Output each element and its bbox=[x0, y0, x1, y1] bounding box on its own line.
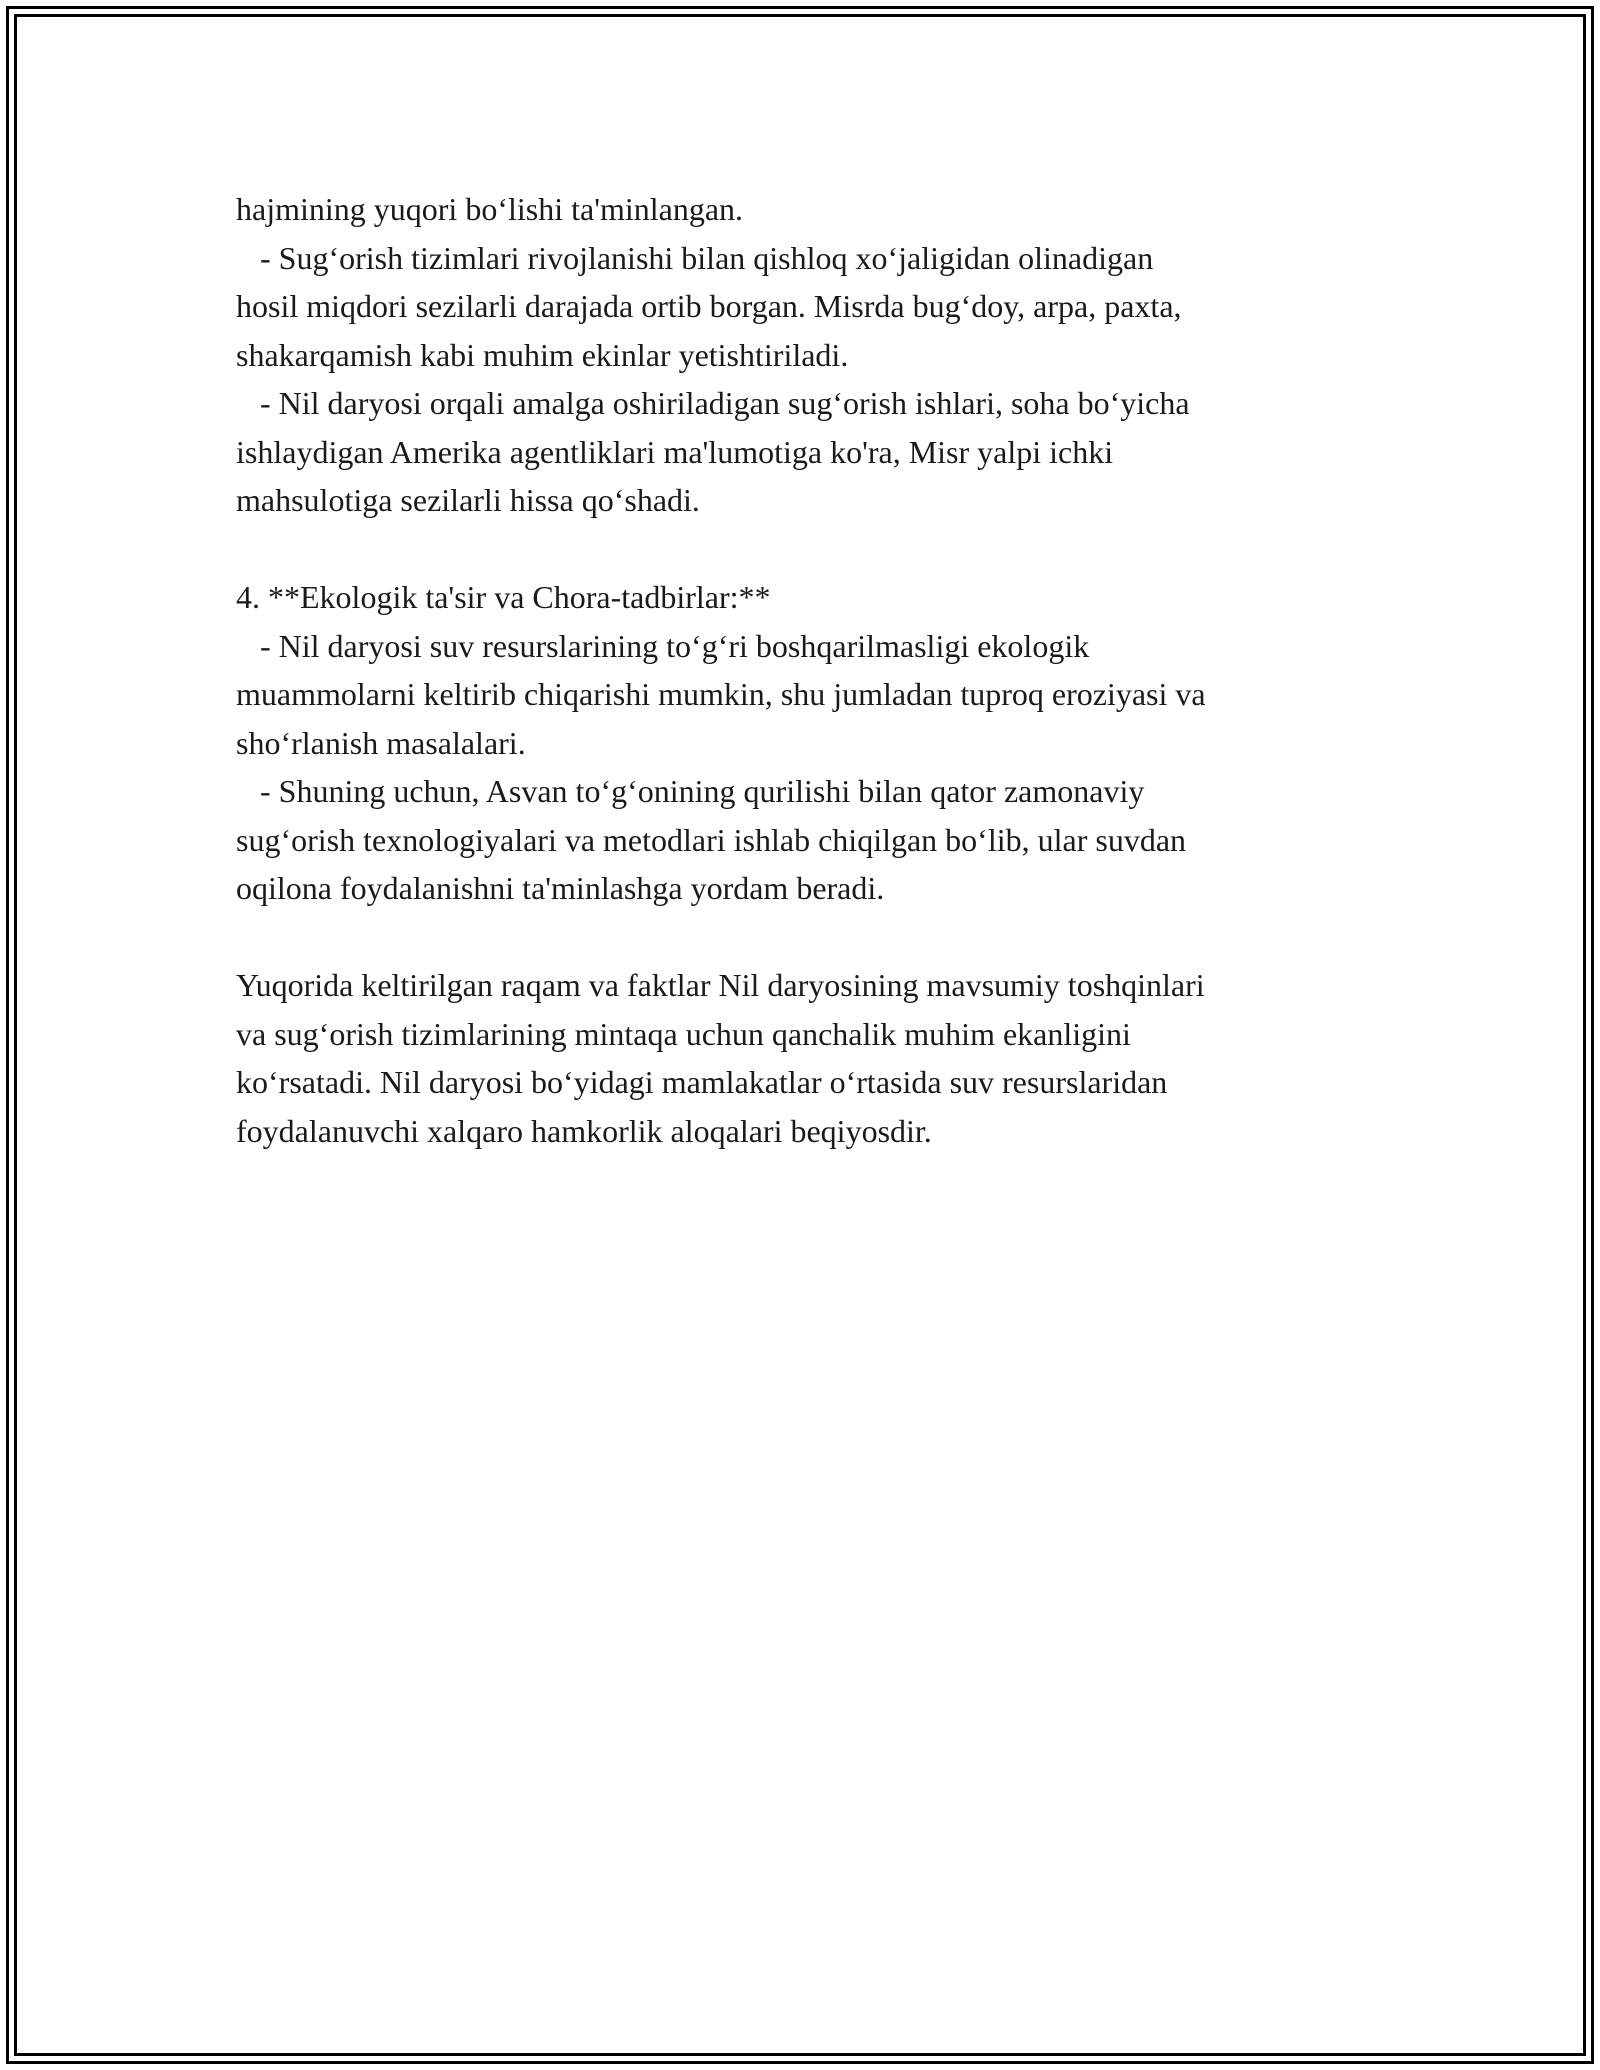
paragraph-gap bbox=[236, 525, 1436, 574]
text-line: - Nil daryosi orqali amalga oshiriladigan sug‘orish ishlari, soha bo‘yicha bbox=[236, 385, 1190, 421]
text-line: foydalanuvchi xalqaro hamkorlik aloqalari beqiyosdir. bbox=[236, 1112, 932, 1149]
text-line: - Nil daryosi suv resurslarining to‘g‘ri boshqarilmasligi ekologik bbox=[236, 627, 1090, 664]
section-heading: 4. **Ekologik ta'sir va Chora-tadbirlar:** bbox=[236, 579, 771, 615]
text-line: sug‘orish texnologiyalari va metodlari ishlab chiqilgan bo‘lib, ular suvdan bbox=[236, 821, 1187, 858]
text-line: shakarqamish kabi muhim ekinlar yetishtiriladi. bbox=[236, 336, 849, 373]
document-body bbox=[236, 185, 1436, 1155]
text-line: ko‘rsatadi. Nil daryosi bo‘yidagi mamlakatlar o‘rtasida suv resurslaridan bbox=[236, 1064, 1168, 1100]
text-line: hosil miqdori sezilarli darajada ortib borgan. Misrda bug‘doy, arpa, paxta, bbox=[236, 288, 1182, 324]
text-line: oqilona foydalanishni ta'minlashga yordam beradi. bbox=[236, 870, 885, 906]
text-line: - Sug‘orish tizimlari rivojlanishi bilan qishloq xo‘jaligidan olinadigan bbox=[236, 239, 1154, 276]
paragraph-gap bbox=[236, 913, 1436, 962]
text-line: va sug‘orish tizimlarining mintaqa uchun qanchalik muhim ekanligini bbox=[236, 1015, 1131, 1052]
text-line: Yuqorida keltirilgan raqam va faktlar Nil daryosining mavsumiy toshqinlari bbox=[236, 967, 1205, 1003]
text-line: sho‘rlanish masalalari. bbox=[236, 724, 526, 761]
text-line: hajmining yuqori bo‘lishi ta'minlangan. bbox=[236, 191, 744, 227]
text-line: muammolarni keltirib chiqarishi mumkin, shu jumladan tuproq eroziyasi va bbox=[236, 676, 1206, 712]
text-line: ishlaydigan Amerika agentliklari ma'lumotiga ko'ra, Misr yalpi ichki bbox=[236, 433, 1114, 470]
text-line: mahsulotiga sezilarli hissa qo‘shadi. bbox=[236, 482, 700, 518]
text-line: - Shuning uchun, Asvan to‘g‘onining qurilishi bilan qator zamonaviy bbox=[236, 773, 1145, 809]
